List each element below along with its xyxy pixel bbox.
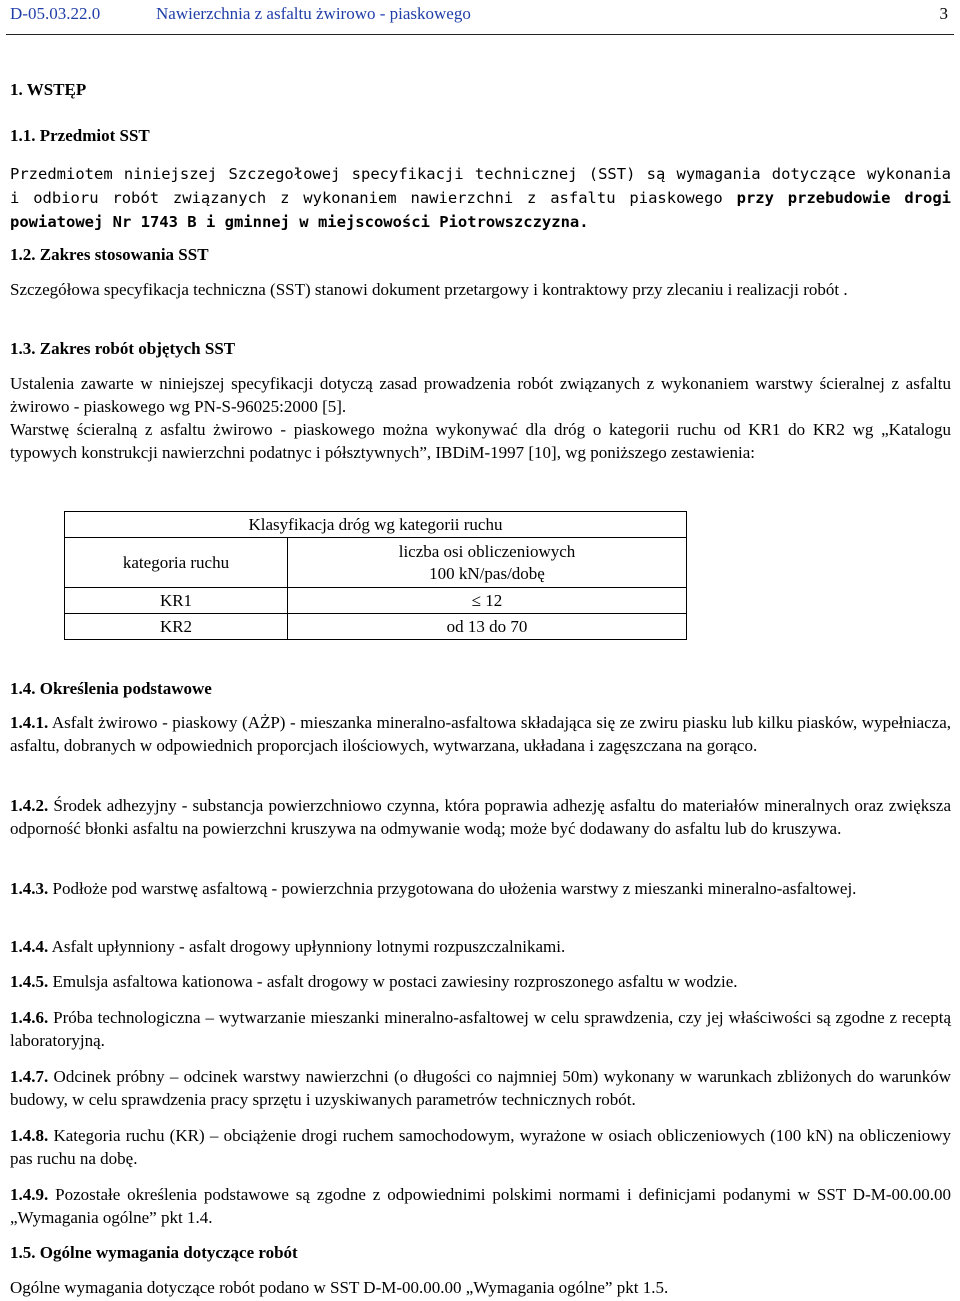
definition-number: 1.4.4. — [10, 937, 49, 956]
column-header-axles-line-1: liczba osi obliczeniowych — [398, 541, 576, 561]
header-rule — [6, 34, 954, 35]
definition-number: 1.4.7. — [10, 1067, 49, 1086]
definition-number: 1.4.8. — [10, 1126, 49, 1145]
section-1-1-text — [10, 162, 951, 234]
definition-text: Asfalt upłynniony - asfalt drogowy upłynniony lotnymi rozpuszczalnikami. — [51, 937, 566, 956]
section-title-1-5: 1.5. Ogólne wymagania dotyczące robót — [10, 1243, 298, 1262]
section-1-2-text: Szczegółowa specyfikacja techniczna (SST) stanowi dokument przetargowy i kontraktowy przy zlecaniu i realizacji robót . — [10, 280, 848, 299]
definition-item — [10, 711, 951, 757]
section-title-1-4: 1.4. Określenia podstawowe — [10, 679, 212, 698]
definition-text: Kategoria ruchu (KR) – obciążenie drogi ruchem samochodowym, wyrażone w osiach obliczeniowych (100 kN) na obliczeniowy pas ruchu na dobę. — [10, 1126, 951, 1168]
definition-item — [10, 794, 951, 840]
definition-number: 1.4.3. — [10, 879, 49, 898]
section-title-1-3: 1.3. Zakres robót objętych SST — [10, 339, 236, 358]
definition-text: Próba technologiczna – wytwarzanie mieszanki mineralno-asfaltowej w celu sprawdzenia, czy jej właściwości są zgodne z receptą laboratoryjną. — [10, 1008, 951, 1050]
table-cell-category: KR2 — [65, 614, 288, 640]
definition-text: Pozostałe określenia podstawowe są zgodne z odpowiednimi polskimi normami i definicjami podanymi w SST D-M-00.00.00 „Wymagania ogólne” pkt 1.4. — [10, 1185, 952, 1227]
table-row — [65, 588, 687, 614]
document-code: D-05.03.22.0 — [10, 4, 101, 23]
page-header — [10, 2, 950, 26]
definition-text: Środek adhezyjny - substancja powierzchniowo czynna, która poprawia adhezję asfaltu do materiałów mineralnych oraz zwiększa odporność błonki asfaltu na powierzchni kruszywa na odmywanie wodą; może być dodawany do asfaltu lub do kruszywa. — [10, 796, 952, 838]
definition-text: Asfalt żwirowo - piaskowy (AŻP) - mieszanka mineralno-asfaltowa składająca się ze zwiru piasku lub kilku piasków, wypełniacza, asfaltu, dobranych w odpowiednich proporcjach ilościowych, wytwarzana, układana i zagęszczana na gorąco. — [10, 713, 951, 755]
table-header-row — [65, 538, 687, 588]
section-1-5-text: Ogólne wymagania dotyczące robót podano w SST D-M-00.00.00 „Wymagania ogólne” pkt 1.5. — [10, 1278, 669, 1297]
subject-bold-text: przy przebudowie drogi powiatowej Nr 1743 B i gminnej w miejscowości Piotrowszczyzna. — [10, 189, 951, 231]
table-caption: Klasyfikacja dróg wg kategorii ruchu — [65, 512, 687, 538]
definition-text: Emulsja asfaltowa kationowa - asfalt drogowy w postaci zawiesiny rozproszonego asfaltu w wodzie. — [52, 972, 738, 991]
definition-text: Podłoże pod warstwę asfaltową - powierzchnia przygotowana do ułożenia warstwy z mieszanki mineralno-asfaltowej. — [52, 879, 857, 898]
section-title-1: 1. WSTĘP — [10, 80, 87, 99]
table-cell-category: KR1 — [65, 588, 288, 614]
definition-item — [10, 1124, 951, 1170]
column-header-category: kategoria ruchu — [65, 538, 288, 588]
definition-number: 1.4.2. — [10, 796, 49, 815]
definition-number: 1.4.9. — [10, 1185, 49, 1204]
definition-item — [10, 935, 951, 958]
definition-number: 1.4.5. — [10, 972, 49, 991]
definition-item — [10, 970, 951, 993]
definition-item — [10, 1183, 951, 1229]
column-header-axles-line-2: 100 kN/pas/dobę — [429, 563, 545, 583]
definition-item — [10, 877, 951, 900]
column-header-axles — [288, 538, 687, 588]
definition-text: Odcinek próbny – odcinek warstwy nawierzchni (o długości co najmniej 50m) wykonany w warunkach zbliżonych do warunków budowy, w celu sprawdzenia pracy sprzętu i uzyskiwanych parametrów technicznych robót. — [10, 1067, 952, 1109]
section-title-1-2: 1.2. Zakres stosowania SST — [10, 245, 209, 264]
table-caption-row — [65, 512, 687, 538]
section-1-3-text-2: Warstwę ścieralną z asfaltu żwirowo - piaskowego można wykonywać dla dróg o kategorii ruchu od KR1 do KR2 wg „Katalogu typowych konstrukcji nawierzchni podatnyc i półsztywnych”, IBDiM-1997 [10], wg poniższego zestawienia: — [10, 420, 951, 462]
table-cell-value: ≤ 12 — [288, 588, 687, 614]
definition-number: 1.4.1. — [10, 713, 49, 732]
subject-text: Przedmiotem niniejszej Szczegołowej specyfikacji technicznej (SST) są wymagania dotyczące wykonania i odbioru robót związanych z wykonaniem nawierzchni z asfaltu piaskowego — [10, 165, 951, 207]
definition-item — [10, 1065, 951, 1111]
section-title-1-1: 1.1. Przedmiot SST — [10, 126, 150, 145]
definition-item — [10, 1006, 951, 1052]
section-1-3-text-1: Ustalenia zawarte w niniejszej specyfikacji dotyczą zasad prowadzenia robót związanych z wykonaniem warstwy ścieralnej z asfaltu żwirowo - piaskowego wg PN-S-96025:2000 [5]. — [10, 374, 951, 416]
table-row — [65, 614, 687, 640]
page-number: 3 — [939, 4, 948, 23]
traffic-category-table — [64, 511, 687, 640]
document-title: Nawierzchnia z asfaltu żwirowo - piaskowego — [156, 4, 471, 23]
definition-number: 1.4.6. — [10, 1008, 49, 1027]
table-cell-value: od 13 do 70 — [288, 614, 687, 640]
